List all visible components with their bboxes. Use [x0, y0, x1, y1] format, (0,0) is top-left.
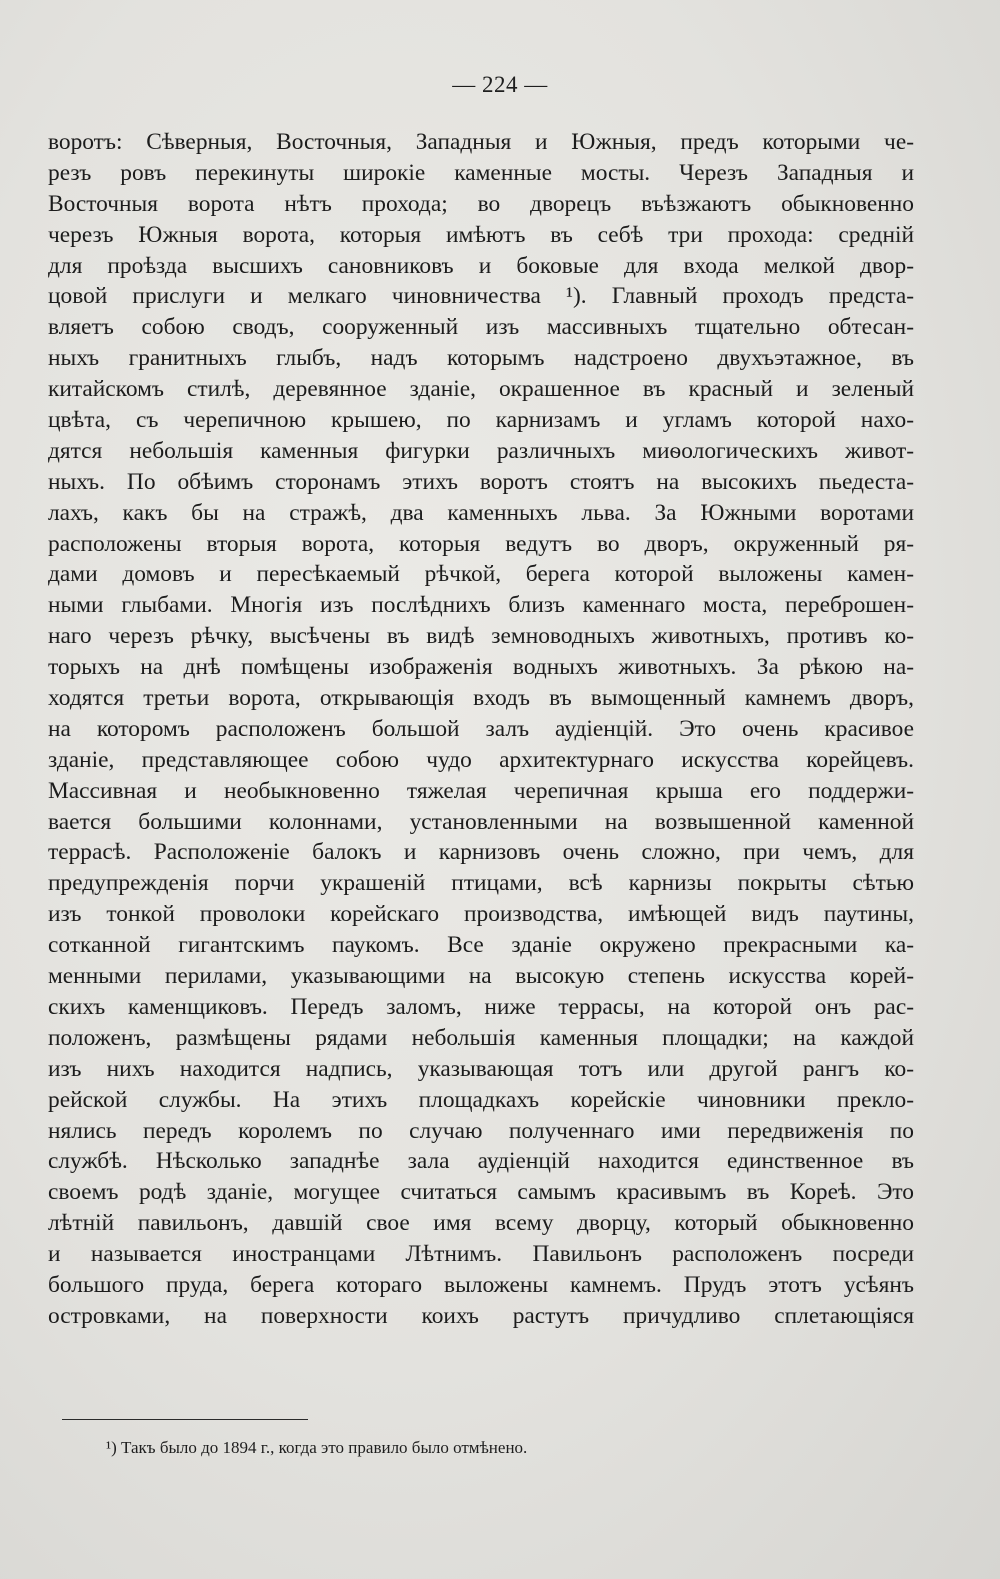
text-line: вается большими колоннами, установленными на возвышенной каменной	[48, 808, 914, 835]
text-line: цвѣта, съ черепичною крышею, по карнизамъ и угламъ которой нахо-	[48, 407, 914, 434]
text-line: рейской службы. На этихъ площадкахъ корейскіе чиновники прекло-	[48, 1086, 914, 1113]
text-line: изъ тонкой проволоки корейскаго производства, имѣющей видъ паутины,	[48, 901, 914, 928]
text-line: большого пруда, берега котораго выложены камнемъ. Прудъ этотъ усѣянъ	[48, 1271, 914, 1298]
footnote-marker: ¹)	[106, 1438, 117, 1457]
text-line: Массивная и необыкновенно тяжелая черепичная крыша его поддержи-	[48, 777, 914, 804]
text-line: ными глыбами. Многія изъ послѣднихъ близъ каменнаго моста, переброшен-	[48, 592, 914, 619]
text-line: наго черезъ рѣчку, высѣчены въ видѣ земноводныхъ животныхъ, противъ ко-	[48, 623, 914, 650]
text-line: ныхъ гранитныхъ глыбъ, надъ которымъ надстроено двухъэтажное, въ	[48, 345, 914, 372]
footnote-divider	[62, 1419, 308, 1420]
page-number: — 224 —	[452, 72, 548, 97]
text-line: положенъ, размѣщены рядами небольшія каменныя площадки; на каждой	[48, 1024, 914, 1051]
text-line: ходятся третьи ворота, открывающія входъ въ вымощенный камнемъ дворъ,	[48, 685, 914, 712]
text-line: скихъ каменщиковъ. Передъ заломъ, ниже террасы, на которой онъ рас-	[48, 993, 914, 1020]
text-line: ныхъ. По обѣимъ сторонамъ этихъ воротъ стоятъ на высокихъ пьедеста-	[48, 468, 914, 495]
text-line: своемъ родѣ зданіе, могущее считаться самымъ красивымъ въ Кореѣ. Это	[48, 1179, 914, 1206]
text-line: предупрежденія порчи украшеній птицами, всѣ карнизы покрыты сѣтью	[48, 870, 914, 897]
body-text	[48, 127, 914, 1332]
text-line: вляетъ собою сводъ, сооруженный изъ массивныхъ тщательно обтесан-	[48, 314, 914, 341]
text-line: службѣ. Нѣсколько западнѣе зала аудіенцій находится единственное въ	[48, 1148, 914, 1175]
text-line: изъ нихъ находится надпись, указывающая тотъ или другой рангъ ко-	[48, 1055, 914, 1082]
footnote-text: Такъ было до 1894 г., когда это правило было отмѣнено.	[121, 1438, 528, 1457]
text-line: островками, на поверхности коихъ растутъ причудливо сплетающіяся	[48, 1302, 914, 1329]
text-line: торыхъ на днѣ помѣщены изображенія водныхъ животныхъ. За рѣкою на-	[48, 654, 914, 681]
text-line: террасѣ. Расположеніе балокъ и карнизовъ очень сложно, при чемъ, для	[48, 839, 914, 866]
text-line: для проѣзда высшихъ сановниковъ и боковые для входа мелкой двор-	[48, 252, 914, 279]
text-line: резъ ровъ перекинуты широкіе каменные мосты. Черезъ Западныя и	[48, 159, 914, 186]
text-line: лѣтній павильонъ, давшій свое имя всему дворцу, который обыкновенно	[48, 1210, 914, 1237]
text-line: на которомъ расположенъ большой залъ аудіенцій. Это очень красивое	[48, 715, 914, 742]
text-line: расположены вторыя ворота, которыя ведутъ во дворъ, окруженный ря-	[48, 530, 914, 557]
text-line: воротъ: Сѣверныя, Восточныя, Западныя и Южныя, предъ которыми че-	[48, 129, 914, 155]
text-line: лахъ, какъ бы на стражѣ, два каменныхъ льва. За Южными воротами	[48, 499, 914, 526]
text-line: цовой прислуги и мелкаго чиновничества ¹). Главный проходъ предста-	[48, 283, 914, 310]
text-line: Восточныя ворота нѣтъ прохода; во дворецъ въѣзжаютъ обыкновенно	[48, 190, 914, 217]
footnote	[106, 1437, 806, 1459]
text-line: черезъ Южныя ворота, которыя имѣютъ въ себѣ три прохода: средній	[48, 221, 914, 248]
text-line: сотканной гигантскимъ паукомъ. Все зданіе окружено прекрасными ка-	[48, 932, 914, 959]
text-line: менными перилами, указывающими на высокую степень искусства корей-	[48, 963, 914, 990]
text-line: дами домовъ и пересѣкаемый рѣчкой, берега которой выложены камен-	[48, 561, 914, 588]
text-line: дятся небольшія каменныя фигурки различныхъ миѳологическихъ живот-	[48, 437, 914, 464]
text-line: китайскомъ стилѣ, деревянное зданіе, окрашенное въ красный и зеленый	[48, 376, 914, 403]
text-line: нялись передъ королемъ по случаю полученнаго ими передвиженія по	[48, 1117, 914, 1144]
text-line: и называется иностранцами Лѣтнимъ. Павильонъ расположенъ посреди	[48, 1241, 914, 1268]
text-line: зданіе, представляющее собою чудо архитектурнаго искусства корейцевъ.	[48, 746, 914, 773]
